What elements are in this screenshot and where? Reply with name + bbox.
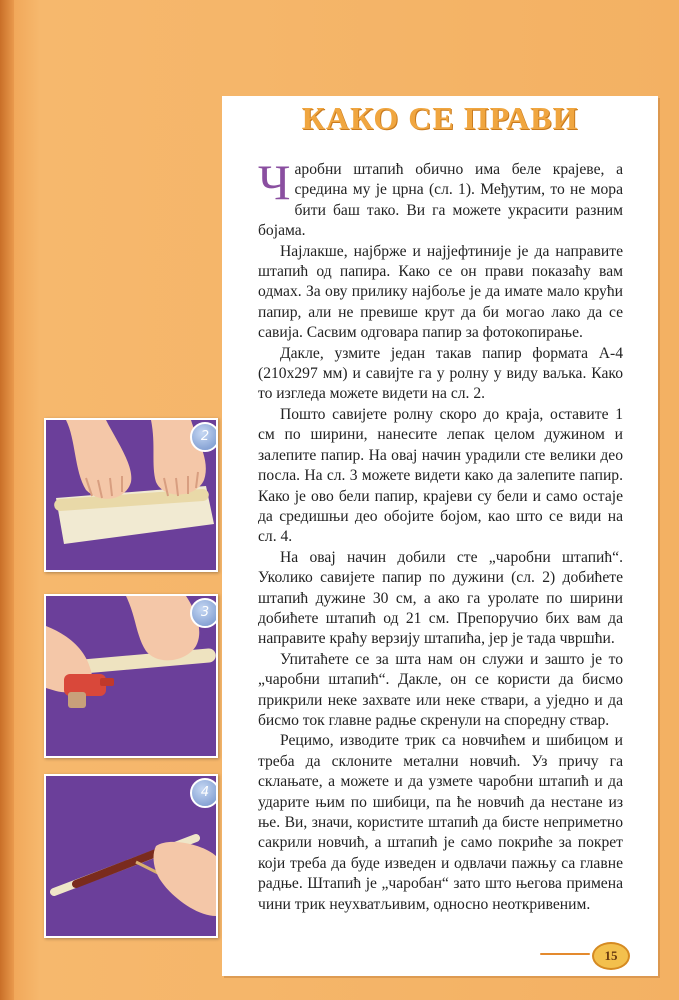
painting-wand-illustration (46, 776, 216, 936)
figure-4-photo (44, 774, 218, 938)
page-title: КАКО СЕ ПРАВИ (301, 100, 579, 136)
page-spine (0, 0, 14, 1000)
figure-3-badge: 3 (190, 598, 218, 628)
drop-cap: Ч (258, 154, 291, 210)
paragraph-7: Рецимо, изводите трик са новчићем и шибицом и треба да склоните метални новчић. Уз причу га склањате, а можете и да узмете чаробни штапић и да ударите њим по шибици, па ће новчић да нестане из ње. Ви, значи, користите штапић да бисте неприметно сакрили новчић, а штапић је само покриће за покрет који треба да буде изведен и одвлачи пажњу са главне радње. Штапић је „чаробан“ зато што његова примена чини трик неухватљивим, односно неоткривеним. (258, 732, 623, 913)
paragraph-2: Најлакше, најбрже и најјефтиније је да направите штапић од папира. Како се он прави показаћу вам одмах. За ову прилику најбоље је да имате мало крући папир, али не превише крут да би могао лако да се савија. Сасвим одговара папир за фотокопирање. (258, 242, 623, 342)
figure-2-badge: 2 (190, 422, 218, 452)
page-number-line (540, 953, 590, 955)
article-body (258, 154, 623, 915)
paragraph-1-text: аробни штапић обично има беле крајеве, а средина му је црна (сл. 1). Међутим, то не мора бити баш тако. Ви га можете украсити разним бојама. (258, 161, 623, 240)
figure-2-photo (44, 418, 218, 572)
paragraph-6: Упитаћете се за шта нам он служи и зашто је то „чаробни штапић“. Дакле, он се користи да бисмо прикрили неке захвате или неке ствари, а уједно и да бисмо ток главне радње скренули на споредну ствар. (258, 650, 623, 729)
figure-3-photo (44, 594, 218, 758)
page-number: 15 (592, 942, 630, 970)
figure-4-badge: 4 (190, 778, 218, 808)
gluing-paper-illustration (46, 596, 216, 756)
paragraph-4: Пошто савијете ролну скоро до краја, оставите 1 см по ширини, нанесите лепак целом дужином и залепите папир. На овај начин урадили сте велики део посла. На сл. 3 можете видети како да залепите папир. Како је ово бели папир, крајеви су бели и само остаје да средишњи део обојите бојом, као што се види на сл. 4. (258, 405, 623, 546)
paragraph-5: На овај начин добили сте „чаробни штапић“. Уколико савијете папир по дужини (сл. 2) добићете штапић дужине 30 см, а ако га уролате по ширини добићете штапић од 21 см. Препоручио бих вам да направите краћу верзију штапића, јер је тада чвршћи. (258, 548, 623, 648)
paragraph-3: Дакле, узмите један такав папир формата А-4 (210х297 мм) и савијте га у ролну у виду ваљка. Како то изгледа можете видети на сл. 2. (258, 344, 623, 403)
paragraph-1 (258, 154, 623, 242)
